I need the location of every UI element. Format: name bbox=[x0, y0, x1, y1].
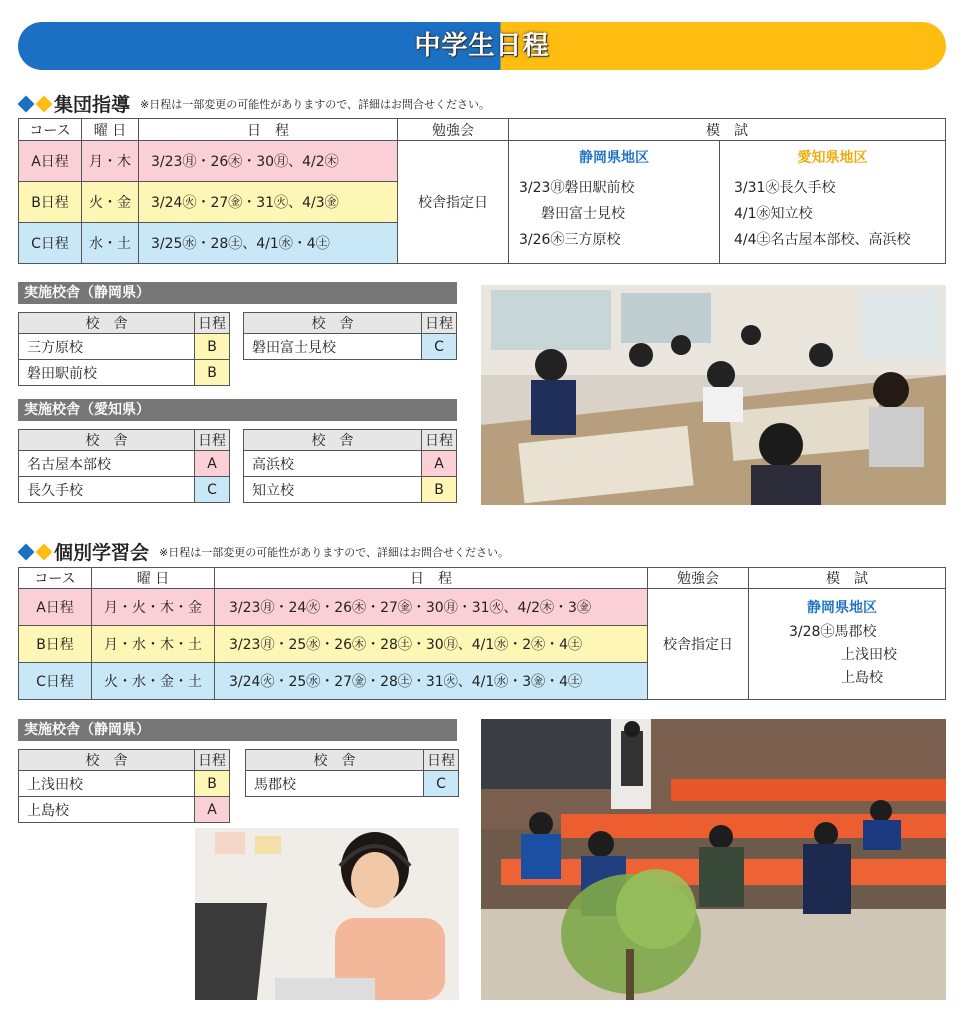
school-sched: C bbox=[424, 771, 459, 797]
campus-shizuoka-left-table bbox=[18, 312, 230, 386]
mock-line: 3/26㊍三方原校 bbox=[519, 232, 621, 248]
yellow-diamond-icon bbox=[36, 543, 53, 560]
campus-shizuoka2-left-table bbox=[18, 749, 230, 823]
course-c: C日程 bbox=[19, 663, 92, 700]
dates-c: 3/25㊌・28㊏、4/1㊌・4㊏ bbox=[139, 223, 398, 264]
col-study: 勉強会 bbox=[648, 568, 749, 589]
classroom-photo bbox=[481, 285, 946, 505]
mock-aichi-title: 愛知県地区 bbox=[797, 150, 868, 166]
school-name: 高浜校 bbox=[244, 451, 422, 477]
school-name: 磐田富士見校 bbox=[244, 334, 422, 360]
campus-shizuoka2-right-table bbox=[245, 749, 459, 797]
dates-a: 3/23㊊・24㊋・26㊍・27㊎・30㊊・31㊋、4/2㊍・3㊎ bbox=[215, 589, 648, 626]
mock-line: 4/4㊏名古屋本部校、高浜校 bbox=[734, 232, 911, 248]
student-headset-photo bbox=[195, 828, 459, 1000]
individual-title: 個別学習会 bbox=[54, 542, 150, 564]
campus-aichi-left-table bbox=[18, 429, 230, 503]
col-course: コース bbox=[19, 119, 82, 141]
school-sched: A bbox=[195, 451, 230, 477]
study-room-photo bbox=[481, 719, 946, 1000]
blue-diamond-icon bbox=[18, 95, 35, 112]
mock-line: 3/28㊏馬郡校 bbox=[789, 624, 877, 640]
col-mock: 模 試 bbox=[509, 119, 946, 141]
school-name: 長久手校 bbox=[19, 477, 195, 503]
head-sched: 日程 bbox=[422, 313, 457, 334]
study-cell: 校舎指定日 bbox=[398, 141, 509, 264]
school-sched: A bbox=[422, 451, 457, 477]
campus-shizuoka-label: 実施校舎（静岡県） bbox=[18, 282, 457, 304]
col-days: 曜 日 bbox=[92, 568, 215, 589]
study-room-photo-image bbox=[481, 719, 946, 1000]
col-mock: 模 試 bbox=[749, 568, 946, 589]
student-headset-photo-image bbox=[195, 828, 459, 1000]
campus-shizuoka2-label: 実施校舎（静岡県） bbox=[18, 719, 457, 741]
school-name: 知立校 bbox=[244, 477, 422, 503]
group-schedule-table bbox=[18, 118, 946, 264]
head-sched: 日程 bbox=[195, 430, 230, 451]
title-banner bbox=[18, 22, 946, 70]
head-sched: 日程 bbox=[195, 313, 230, 334]
col-dates: 日 程 bbox=[215, 568, 648, 589]
mock-line: 上島校 bbox=[841, 670, 883, 686]
group-section-heading bbox=[18, 90, 490, 117]
mock-shizuoka-title: 静岡県地区 bbox=[579, 150, 649, 166]
classroom-photo-image bbox=[481, 285, 946, 505]
head-sched: 日程 bbox=[195, 750, 230, 771]
school-name: 磐田駅前校 bbox=[19, 360, 195, 386]
head-school: 校 舎 bbox=[246, 750, 424, 771]
head-school: 校 舎 bbox=[19, 750, 195, 771]
school-sched: B bbox=[422, 477, 457, 503]
head-school: 校 舎 bbox=[244, 313, 422, 334]
course-b: B日程 bbox=[19, 182, 82, 223]
group-title: 集団指導 bbox=[54, 94, 131, 116]
school-name: 上島校 bbox=[19, 797, 195, 823]
individual-section-heading bbox=[18, 538, 509, 565]
dates-c: 3/24㊋・25㊌・27㊎・28㊏・31㊋、4/1㊌・3㊎・4㊏ bbox=[215, 663, 648, 700]
campus-aichi-right-table bbox=[243, 429, 457, 503]
days-c: 水・土 bbox=[82, 223, 139, 264]
school-sched: B bbox=[195, 360, 230, 386]
mock-line: 3/23㊊磐田駅前校 bbox=[519, 180, 635, 196]
school-name: 名古屋本部校 bbox=[19, 451, 195, 477]
mock-line: 上浅田校 bbox=[841, 647, 897, 663]
individual-schedule-table bbox=[18, 567, 946, 700]
study-cell: 校舎指定日 bbox=[648, 589, 749, 700]
school-name: 三方原校 bbox=[19, 334, 195, 360]
col-days: 曜 日 bbox=[82, 119, 139, 141]
days-a: 月・火・木・金 bbox=[92, 589, 215, 626]
school-sched: C bbox=[195, 477, 230, 503]
course-c: C日程 bbox=[19, 223, 82, 264]
mock-line: 4/1㊌知立校 bbox=[734, 206, 813, 222]
col-study: 勉強会 bbox=[398, 119, 509, 141]
dates-b: 3/23㊊・25㊌・26㊍・28㊏・30㊊、4/1㊌・2㊍・4㊏ bbox=[215, 626, 648, 663]
campus-shizuoka-right-table bbox=[243, 312, 457, 360]
days-b: 火・金 bbox=[82, 182, 139, 223]
dates-b: 3/24㊋・27㊎・31㊋、4/3㊎ bbox=[139, 182, 398, 223]
mock-line: 3/31㊋長久手校 bbox=[734, 180, 836, 196]
mock-shizuoka-title: 静岡県地区 bbox=[807, 600, 877, 616]
campus-aichi-label: 実施校舎（愛知県） bbox=[18, 399, 457, 421]
head-sched: 日程 bbox=[424, 750, 459, 771]
mock-aichi bbox=[720, 141, 946, 264]
col-dates: 日 程 bbox=[139, 119, 398, 141]
dates-a: 3/23㊊・26㊍・30㊊、4/2㊍ bbox=[139, 141, 398, 182]
days-c: 火・水・金・土 bbox=[92, 663, 215, 700]
mock-shizuoka bbox=[509, 141, 720, 264]
course-a: A日程 bbox=[19, 141, 82, 182]
school-sched: B bbox=[195, 334, 230, 360]
mock-line: 磐田富士見校 bbox=[541, 206, 625, 222]
head-school: 校 舎 bbox=[19, 430, 195, 451]
banner-title: 中学生日程 bbox=[414, 31, 550, 61]
individual-note: ※日程は一部変更の可能性がありますので、詳細はお問合せください。 bbox=[159, 545, 510, 559]
col-course: コース bbox=[19, 568, 92, 589]
yellow-diamond-icon bbox=[36, 95, 53, 112]
head-school: 校 舎 bbox=[244, 430, 422, 451]
head-school: 校 舎 bbox=[19, 313, 195, 334]
school-name: 馬郡校 bbox=[246, 771, 424, 797]
school-sched: A bbox=[195, 797, 230, 823]
head-sched: 日程 bbox=[422, 430, 457, 451]
school-name: 上浅田校 bbox=[19, 771, 195, 797]
blue-diamond-icon bbox=[18, 543, 35, 560]
days-b: 月・水・木・土 bbox=[92, 626, 215, 663]
school-sched: C bbox=[422, 334, 457, 360]
school-sched: B bbox=[195, 771, 230, 797]
course-b: B日程 bbox=[19, 626, 92, 663]
days-a: 月・木 bbox=[82, 141, 139, 182]
group-note: ※日程は一部変更の可能性がありますので、詳細はお問合せください。 bbox=[140, 97, 491, 111]
course-a: A日程 bbox=[19, 589, 92, 626]
mock-shizuoka bbox=[749, 589, 946, 700]
